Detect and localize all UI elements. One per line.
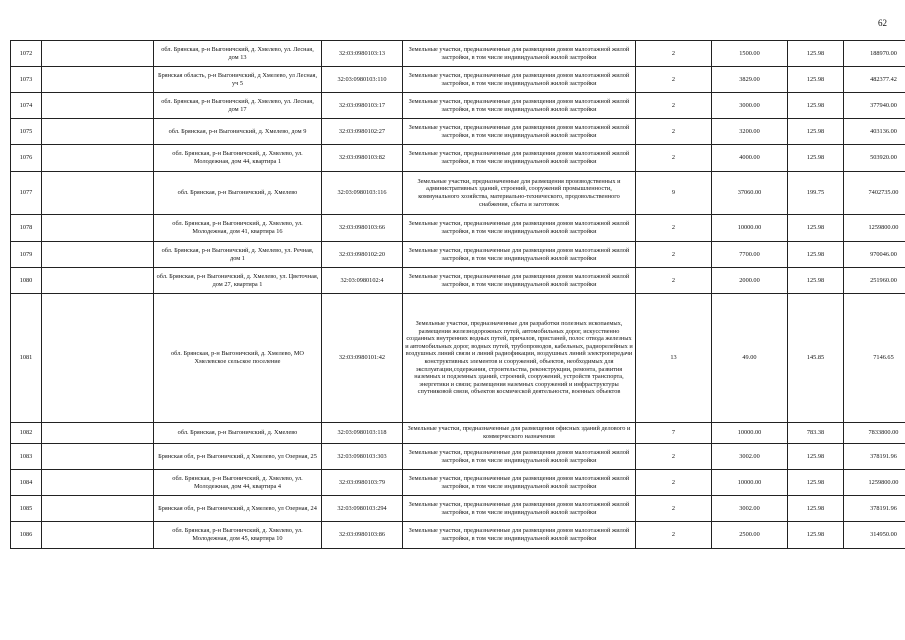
cell-permitted-use: Земельные участки, предназначенные для размещения домов малоэтажной жилой застройки, в том числе индивидуальной жилой застройки <box>403 242 636 268</box>
cell-address: обл. Брянская, р-н Выгоничский, д. Хмелево, ул. Молодежная, дом 44, квартира 1 <box>154 145 322 172</box>
cell-cadastral-value: 503920.00 <box>844 145 905 172</box>
cell-row-number: 1082 <box>11 423 42 444</box>
cell-cadastral-number: 32:03:0980103:17 <box>322 93 403 119</box>
cell-cadastral-number: 32:03:0980102:20 <box>322 242 403 268</box>
cell-cadastral-number: 32:03:0980103:116 <box>322 172 403 215</box>
table-body <box>11 41 905 549</box>
cell-use-group: 2 <box>636 119 712 145</box>
cell-row-number: 1081 <box>11 294 42 423</box>
cell-area: 3200.00 <box>712 119 788 145</box>
cell-empty <box>42 145 154 172</box>
cell-specific-value: 125.98 <box>788 119 844 145</box>
cell-specific-value: 125.98 <box>788 67 844 93</box>
cell-specific-value: 125.98 <box>788 496 844 522</box>
cell-area: 2500.00 <box>712 522 788 549</box>
table-row <box>11 268 905 294</box>
cell-use-group: 2 <box>636 41 712 67</box>
cell-cadastral-value: 482377.42 <box>844 67 905 93</box>
cell-row-number: 1085 <box>11 496 42 522</box>
cell-cadastral-value: 378191.96 <box>844 444 905 470</box>
cell-specific-value: 125.98 <box>788 215 844 242</box>
cell-address: обл. Брянская, р-н Выгоничский, д. Хмелево, ул. Цветочная, дом 27, квартира 1 <box>154 268 322 294</box>
cell-permitted-use: Земельные участки, предназначенные для разработки полезных ископаемых, размещения железнодорожных путей, автомобильных дорог, искусственно созданных внутренних водных путей, причалов, пристаней, полос отвода железных и автомобильных дорог, водных путей, трубопроводов, кабельных, радиорелейных и воздушных линий связи и линий радиофикации, воздушных линий электропередачи конструктивных элементов и сооружений, объектов, необходимых для эксплуатации,содержания, строительства, реконструкции, ремонта, развития наземных и подземных зданий, строений, сооружений, устройств транспорта, энергетики и связи; размещения наземных сооружений и инфраструктуры спутниковой связи, объектов космической деятельности, военных объектов <box>403 294 636 423</box>
cell-cadastral-value: 970046.00 <box>844 242 905 268</box>
cell-permitted-use: Земельные участки, предназначенные для размещения производственных и административных зданий, строений, сооружений промышленности, коммунального хозяйства, материально-технического, продовольственного снабжения, сбыта и заготовок <box>403 172 636 215</box>
cell-permitted-use: Земельные участки, предназначенные для размещения домов малоэтажной жилой застройки, в том числе индивидуальной жилой застройки <box>403 470 636 496</box>
cell-specific-value: 145.85 <box>788 294 844 423</box>
cell-specific-value: 125.98 <box>788 41 844 67</box>
cell-cadastral-number: 32:03:0980102:27 <box>322 119 403 145</box>
table-row <box>11 119 905 145</box>
cell-cadastral-number: 32:03:0980103:82 <box>322 145 403 172</box>
cell-cadastral-value: 378191.96 <box>844 496 905 522</box>
cell-empty <box>42 268 154 294</box>
cell-cadastral-value: 1259800.00 <box>844 470 905 496</box>
cell-cadastral-value: 7146.65 <box>844 294 905 423</box>
cell-area: 7700.00 <box>712 242 788 268</box>
cell-cadastral-value: 7402735.00 <box>844 172 905 215</box>
cell-specific-value: 199.75 <box>788 172 844 215</box>
cell-specific-value: 783.38 <box>788 423 844 444</box>
cell-specific-value: 125.98 <box>788 145 844 172</box>
cell-cadastral-number: 32:03:0980102:4 <box>322 268 403 294</box>
cell-empty <box>42 294 154 423</box>
cell-specific-value: 125.98 <box>788 268 844 294</box>
cell-permitted-use: Земельные участки, предназначенные для размещения домов малоэтажной жилой застройки, в том числе индивидуальной жилой застройки <box>403 268 636 294</box>
cell-cadastral-number: 32:03:0980103:118 <box>322 423 403 444</box>
cell-use-group: 2 <box>636 145 712 172</box>
cell-cadastral-value: 188970.00 <box>844 41 905 67</box>
cell-specific-value: 125.98 <box>788 470 844 496</box>
cell-empty <box>42 470 154 496</box>
cell-empty <box>42 67 154 93</box>
cell-permitted-use: Земельные участки, предназначенные для размещения домов малоэтажной жилой застройки, в том числе индивидуальной жилой застройки <box>403 444 636 470</box>
cell-use-group: 2 <box>636 444 712 470</box>
cell-area: 49.00 <box>712 294 788 423</box>
table-row <box>11 93 905 119</box>
cell-use-group: 2 <box>636 67 712 93</box>
cell-empty <box>42 172 154 215</box>
cell-row-number: 1073 <box>11 67 42 93</box>
cell-area: 4000.00 <box>712 145 788 172</box>
cell-use-group: 2 <box>636 470 712 496</box>
cell-cadastral-value: 403136.00 <box>844 119 905 145</box>
table-row <box>11 145 905 172</box>
cell-use-group: 9 <box>636 172 712 215</box>
table-row <box>11 423 905 444</box>
cell-use-group: 7 <box>636 423 712 444</box>
cell-row-number: 1072 <box>11 41 42 67</box>
table-row <box>11 172 905 215</box>
cell-address: обл. Брянская, р-н Выгоничский, д. Хмелево, МО Хмелевское сельское поселение <box>154 294 322 423</box>
cell-row-number: 1083 <box>11 444 42 470</box>
table-row <box>11 242 905 268</box>
cell-row-number: 1086 <box>11 522 42 549</box>
cell-use-group: 2 <box>636 496 712 522</box>
cell-row-number: 1079 <box>11 242 42 268</box>
cell-address: Брянская обл, р-н Выгоничский, д Хмелево, ул Озерная, 25 <box>154 444 322 470</box>
cell-cadastral-number: 32:03:0980103:79 <box>322 470 403 496</box>
table-row <box>11 215 905 242</box>
cell-use-group: 2 <box>636 268 712 294</box>
cell-address: Брянская обл, р-н Выгоничский, д Хмелево, ул Озерная, 24 <box>154 496 322 522</box>
cell-permitted-use: Земельные участки, предназначенные для размещения домов малоэтажной жилой застройки, в том числе индивидуальной жилой застройки <box>403 522 636 549</box>
cell-use-group: 2 <box>636 215 712 242</box>
cell-empty <box>42 41 154 67</box>
cell-cadastral-number: 32:03:0980101:42 <box>322 294 403 423</box>
cell-empty <box>42 215 154 242</box>
cell-empty <box>42 522 154 549</box>
table-row <box>11 522 905 549</box>
cell-specific-value: 125.98 <box>788 444 844 470</box>
page-number: 62 <box>878 18 887 28</box>
table-row <box>11 496 905 522</box>
cell-cadastral-value: 377940.00 <box>844 93 905 119</box>
cell-area: 3000.00 <box>712 93 788 119</box>
cell-empty <box>42 496 154 522</box>
cell-cadastral-value: 7833800.00 <box>844 423 905 444</box>
table-row <box>11 67 905 93</box>
table-row <box>11 41 905 67</box>
cell-area: 10000.00 <box>712 215 788 242</box>
cell-cadastral-number: 32:03:0980103:13 <box>322 41 403 67</box>
table-row <box>11 444 905 470</box>
cell-area: 10000.00 <box>712 423 788 444</box>
cell-row-number: 1078 <box>11 215 42 242</box>
cell-permitted-use: Земельные участки, предназначенные для размещения домов малоэтажной жилой застройки, в том числе индивидуальной жилой застройки <box>403 67 636 93</box>
cell-permitted-use: Земельные участки, предназначенные для размещения офисных зданий делового и коммерческого назначения <box>403 423 636 444</box>
cell-address: обл. Брянская, р-н Выгоничский, д. Хмелево, ул. Речная, дом 1 <box>154 242 322 268</box>
cell-row-number: 1084 <box>11 470 42 496</box>
cell-row-number: 1074 <box>11 93 42 119</box>
cell-address: обл. Брянская, р-н Выгоничский, д. Хмелево, ул. Молодежная, дом 44, квартира 4 <box>154 470 322 496</box>
cell-permitted-use: Земельные участки, предназначенные для размещения домов малоэтажной жилой застройки, в том числе индивидуальной жилой застройки <box>403 496 636 522</box>
cell-permitted-use: Земельные участки, предназначенные для размещения домов малоэтажной жилой застройки, в том числе индивидуальной жилой застройки <box>403 119 636 145</box>
cell-area: 1500.00 <box>712 41 788 67</box>
cell-address: обл. Брянская, р-н Выгоничский, д. Хмелево <box>154 423 322 444</box>
cell-use-group: 2 <box>636 93 712 119</box>
cell-permitted-use: Земельные участки, предназначенные для размещения домов малоэтажной жилой застройки, в том числе индивидуальной жилой застройки <box>403 41 636 67</box>
table-row <box>11 294 905 423</box>
cell-specific-value: 125.98 <box>788 93 844 119</box>
cell-area: 2000.00 <box>712 268 788 294</box>
cell-use-group: 2 <box>636 242 712 268</box>
cell-address: обл. Брянская, р-н Выгоничский, д. Хмелево, ул. Молодежная, дом 41, квартира 16 <box>154 215 322 242</box>
cell-address: обл. Брянская, р-н Выгоничский, д. Хмелево, ул. Лесная, дом 13 <box>154 41 322 67</box>
cell-area: 10000.00 <box>712 470 788 496</box>
cell-empty <box>42 242 154 268</box>
cell-cadastral-number: 32:03:0980103:294 <box>322 496 403 522</box>
cell-empty <box>42 119 154 145</box>
cell-empty <box>42 93 154 119</box>
cell-row-number: 1080 <box>11 268 42 294</box>
cell-address: обл. Брянская, р-н Выгоничский, д. Хмелево, ул. Молодежная, дом 45, квартира 10 <box>154 522 322 549</box>
cell-specific-value: 125.98 <box>788 522 844 549</box>
land-registry-table <box>10 40 905 549</box>
cell-cadastral-number: 32:03:0980103:303 <box>322 444 403 470</box>
cell-cadastral-number: 32:03:0980103:66 <box>322 215 403 242</box>
cell-row-number: 1077 <box>11 172 42 215</box>
cell-cadastral-value: 314950.00 <box>844 522 905 549</box>
table-row <box>11 470 905 496</box>
cell-use-group: 13 <box>636 294 712 423</box>
cell-empty <box>42 423 154 444</box>
cell-cadastral-number: 32:03:0980103:110 <box>322 67 403 93</box>
cell-cadastral-number: 32:03:0980103:86 <box>322 522 403 549</box>
cell-permitted-use: Земельные участки, предназначенные для размещения домов малоэтажной жилой застройки, в том числе индивидуальной жилой застройки <box>403 215 636 242</box>
cell-area: 3829.00 <box>712 67 788 93</box>
cell-address: обл. Брянская, р-н Выгоничский, д. Хмелево <box>154 172 322 215</box>
cell-address: обл. Брянская, р-н Выгоничский, д. Хмелево, дом 9 <box>154 119 322 145</box>
cell-row-number: 1075 <box>11 119 42 145</box>
cell-area: 3002.00 <box>712 496 788 522</box>
cell-permitted-use: Земельные участки, предназначенные для размещения домов малоэтажной жилой застройки, в том числе индивидуальной жилой застройки <box>403 145 636 172</box>
cell-area: 37060.00 <box>712 172 788 215</box>
cell-row-number: 1076 <box>11 145 42 172</box>
cell-area: 3002.00 <box>712 444 788 470</box>
cell-address: Брянская область, р-н Выгоничский, д Хмелево, ул Лесная, уч 5 <box>154 67 322 93</box>
cell-permitted-use: Земельные участки, предназначенные для размещения домов малоэтажной жилой застройки, в том числе индивидуальной жилой застройки <box>403 93 636 119</box>
cell-cadastral-value: 251960.00 <box>844 268 905 294</box>
cell-specific-value: 125.98 <box>788 242 844 268</box>
cell-cadastral-value: 1259800.00 <box>844 215 905 242</box>
cell-use-group: 2 <box>636 522 712 549</box>
cell-empty <box>42 444 154 470</box>
cell-address: обл. Брянская, р-н Выгоничский, д. Хмелево, ул. Лесная, дом 17 <box>154 93 322 119</box>
